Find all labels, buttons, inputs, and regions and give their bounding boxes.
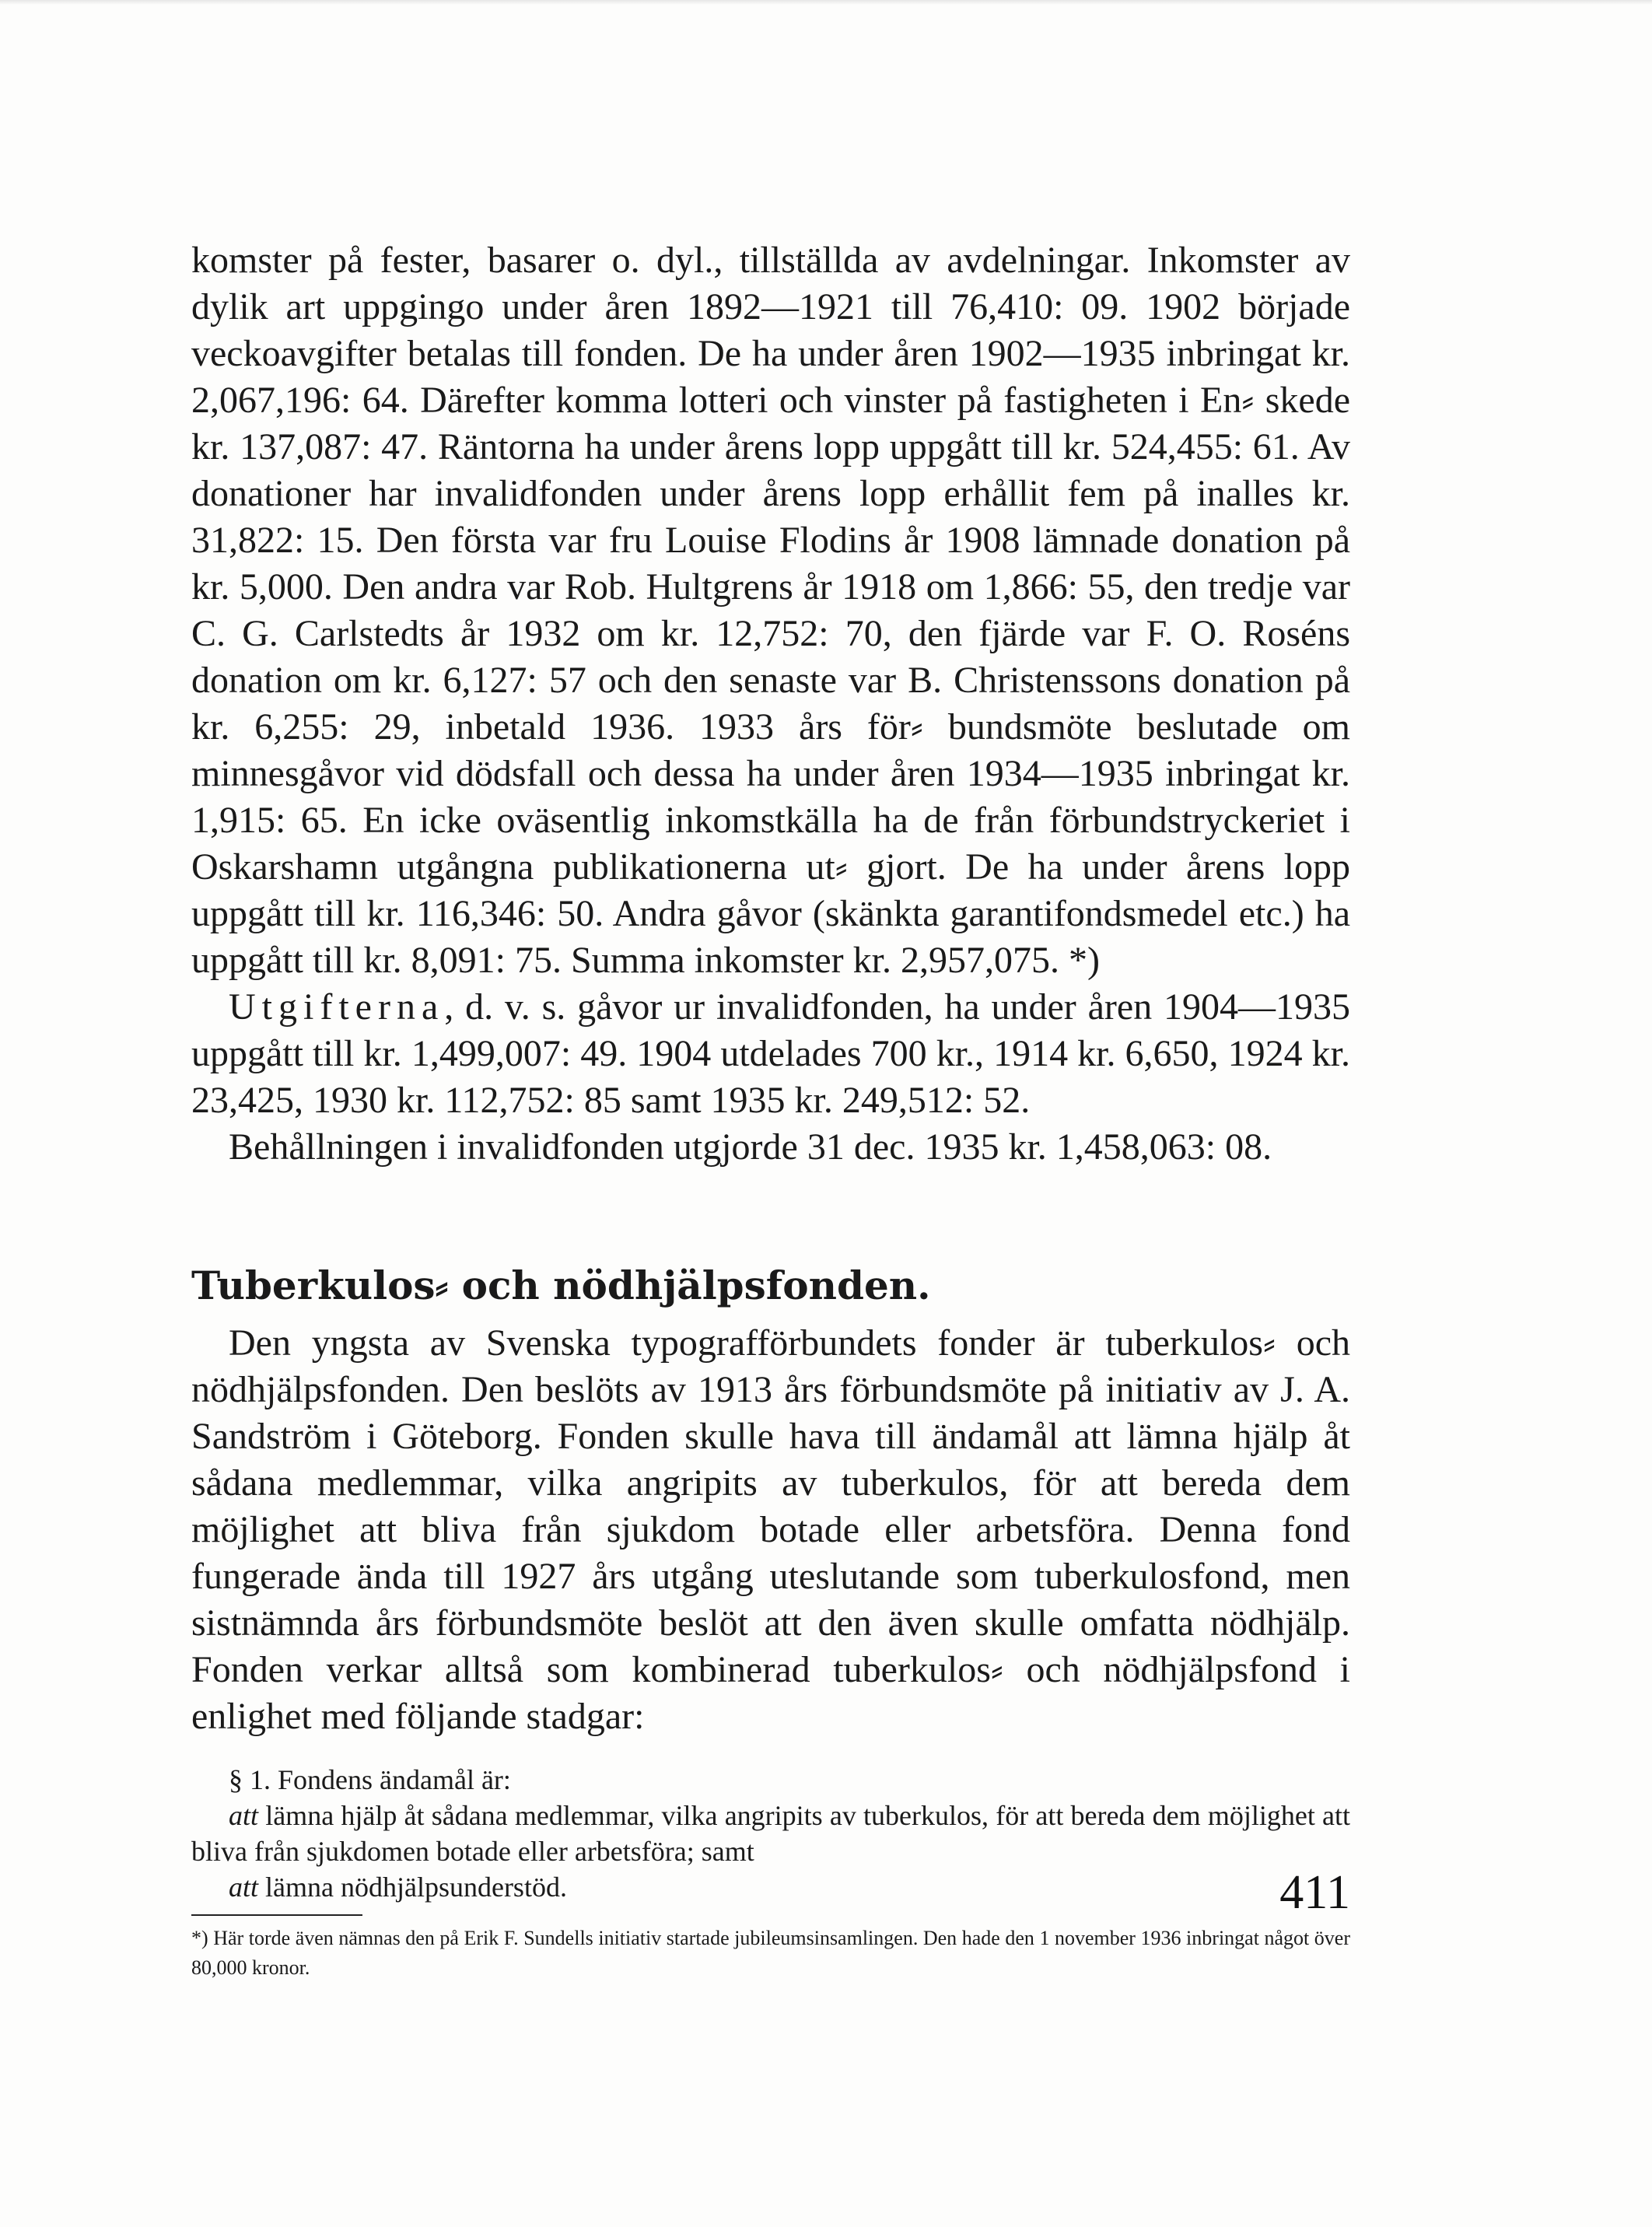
footnote: *) Här torde även nämnas den på Erik F. Sundells initiativ startade jubileumsinsamlingen. Den hade den 1 november 1936 inbringat något över 80,000 kronor. bbox=[191, 1927, 1350, 1979]
clause-2-lead: att bbox=[229, 1872, 259, 1903]
paragraph-balance: Behållningen i invalidfonden utgjorde 31 dec. 1935 kr. 1,458,063: 08. bbox=[229, 1126, 1272, 1168]
expenses-text: , d. v. s. gåvor ur invalidfonden, ha under åren 1904—1935 uppgått till kr. 1,499,007: 49. 1904 utdelades 700 kr., 1914 kr. 6,650, 1924 kr. 23,425, 1930 kr. 112,752: 85 samt 1935 kr. 249,512: 52. bbox=[191, 986, 1350, 1121]
clause-1-lead: att bbox=[229, 1800, 259, 1831]
footnote-rule bbox=[191, 1914, 362, 1916]
statute-clause-2 bbox=[191, 1869, 1350, 1905]
page-top-edge bbox=[0, 0, 1652, 5]
expenses-lead-word: Utgifterna bbox=[229, 986, 445, 1028]
statute-clause-1 bbox=[191, 1798, 1350, 1869]
clause-1-text: lämna hjälp åt sådana medlemmar, vilka angripits av tuberkulos, för att bereda dem möjlighet att bliva från sjukdomen botade eller arbetsföra; samt bbox=[191, 1800, 1350, 1867]
paragraph-expenses bbox=[191, 984, 1350, 1124]
statute-section-mark: § 1. Fondens ändamål är: bbox=[229, 1764, 511, 1795]
page-number: 411 bbox=[1279, 1866, 1350, 1919]
text-column bbox=[191, 237, 1350, 1983]
statute-block bbox=[191, 1762, 1350, 1905]
clause-2-text: lämna nödhjälpsunderstöd. bbox=[258, 1872, 567, 1903]
paragraph-income: komster på fester, basarer o. dyl., tillställda av avdelningar. Inkomster av dylik art uppgingo under åren 1892—1921 till 76,410: 09. 1902 började veckoavgifter betalas till fonden. De ha under åren 1902—1935 inbringat kr. 2,067,196: 64. Därefter komma lotteri och vinster på fastigheten i En⸗ skede kr. 137,087: 47. Räntorna ha under årens lopp uppgått till kr. 524,455: 61. Av donationer har invalidfonden under årens lopp erhållit fem på inalles kr. 31,822: 15. Den första var fru Louise Flodins år 1908 lämnade donation på kr. 5,000. Den andra var Rob. Hultgrens år 1918 om 1,866: 55, den tredje var C. G. Carlstedts år 1932 om kr. 12,752: 70, den fjärde var F. O. Roséns donation om kr. 6,127: 57 och den senaste var B. Christenssons donation på kr. 6,255: 29, inbetald 1936. 1933 års för⸗ bundsmöte beslutade om minnesgåvor vid dödsfall och dessa ha under åren 1934—1935 inbringat kr. 1,915: 65. En icke oväsentlig inkomstkälla ha de från förbundstryckeriet i Oskarshamn utgångna publikationerna ut⸗ gjort. De ha under årens lopp uppgått till kr. 116,346: 50. Andra gåvor (skänkta garantifondsmedel etc.) ha uppgått till kr. 8,091: 75. Summa inkomster kr. 2,957,075. *) bbox=[191, 240, 1350, 981]
paragraph-fund-intro: Den yngsta av Svenska typografförbundets fonder är tuberkulos⸗ och nödhjälpsfonden. Den beslöts av 1913 års förbundsmöte på initiativ av J. A. Sandström i Göteborg. Fonden skulle hava till ändamål att lämna hjälp åt sådana medlemmar, vilka angripits av tuberkulos, för att bereda dem möjlighet att bliva från sjukdom botade eller arbetsföra. Denna fond fungerade ända till 1927 års utgång uteslutande som tuberkulosfond, men sistnämnda års förbundsmöte beslöt att den även skulle omfatta nödhjälp. Fonden verkar alltså som kombinerad tuberkulos⸗ och nödhjälpsfond i enlighet med följande stadgar: bbox=[191, 1322, 1350, 1737]
section-heading: Tuberkulos⸗ och nödhjälpsfonden. bbox=[191, 1262, 931, 1308]
